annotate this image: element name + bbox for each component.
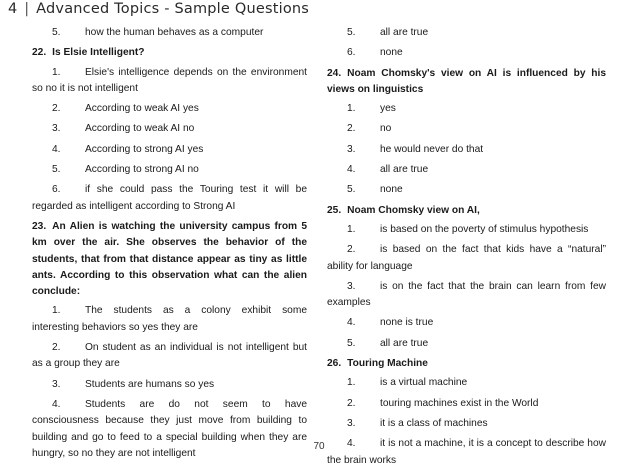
option-item: 1. yes (347, 103, 396, 115)
option-item: 3. is on the fact that the brain can learn from few examples (327, 280, 606, 309)
option-item: 1. Elsie's intelligence depends on the environment so no it is not intelligent (32, 66, 307, 94)
option-item: 2. touring machines exist in the World (347, 397, 539, 409)
option-item: 5. how the human behaves as a computer (52, 27, 264, 38)
option-item: 1. is based on the poverty of stimulus hypothesis (347, 223, 589, 235)
option-item: 6. none (347, 47, 403, 59)
option-item: 4. it is not a machine, it is a concept to describe how the brain works (327, 438, 606, 466)
option-item: 3. Students are humans so yes (52, 378, 215, 390)
option-item: 2. On student as an individual is not intelligent but as a group they are (32, 342, 307, 370)
question-24: 24. Noam Chomsky's view on AI is influenced by his views on linguistics (327, 67, 606, 95)
option-item: 3. According to weak AI no (52, 123, 195, 135)
option-item: 5. none (347, 184, 403, 196)
option-item: 2. is based on the fact that kids have a “natural” ability for language (327, 244, 606, 272)
option-item: 2. According to weak AI yes (52, 103, 199, 115)
left-column (32, 25, 307, 466)
option-item: 4. Students are do not seem to have consciousness because they just move from building to building and go to feed to a special building when they are hungry, so no they are not intelligent (32, 398, 307, 459)
option-item: 4. all are true (347, 164, 429, 176)
option-item: 6. if she could pass the Touring test it will be regarded as intelligent according to Strong AI (32, 184, 307, 212)
option-item: 3. it is a class of machines (347, 417, 488, 429)
question-25: 25. Noam Chomsky view on AI, (327, 204, 480, 216)
question-22: 22. Is Elsie Intelligent? (32, 47, 145, 59)
header-separator: | (24, 1, 30, 17)
right-column (327, 25, 606, 473)
option-item: 1. The students as a colony exhibit some interesting behaviors so yes they are (32, 305, 307, 333)
page-number: 70 (313, 441, 325, 452)
option-item: 4. none is true (347, 317, 434, 329)
chapter-title: Advanced Topics - Sample Questions (36, 1, 310, 17)
question-23: 23. An Alien is watching the university campus from 5 km over the air. She observes the behavior of the students, that from that distance appear as tiny as little ants. According to this observation what can the alien conclude: (32, 220, 307, 298)
option-item: 3. he would never do that (347, 143, 484, 155)
option-item: 2. no (347, 123, 392, 135)
option-item: 5. all are true (347, 27, 429, 38)
option-item: 1. is a virtual machine (347, 377, 468, 389)
option-item: 4. According to strong AI yes (52, 143, 204, 155)
option-item: 5. all are true (347, 337, 429, 349)
page-header (8, 1, 309, 17)
option-item: 5. According to strong AI no (52, 164, 199, 176)
question-26: 26. Touring Machine (327, 358, 428, 370)
chapter-number: 4 (8, 1, 18, 17)
